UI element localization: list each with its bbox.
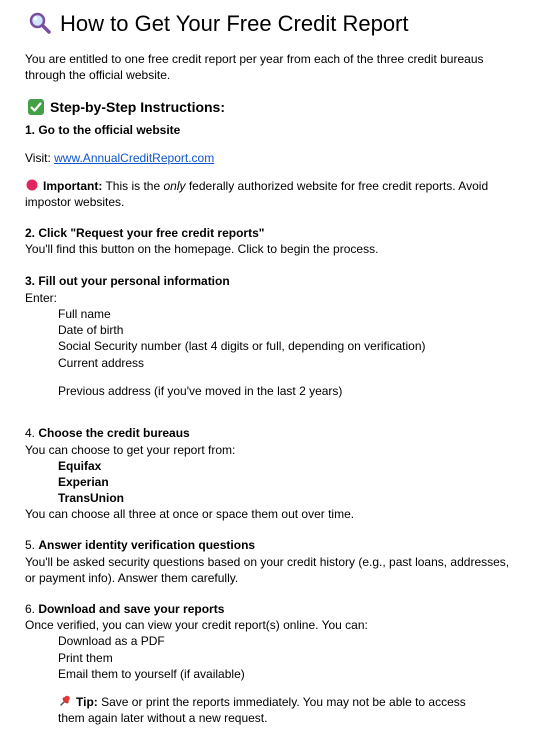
important-text-pre: This is the (105, 179, 161, 193)
instructions-heading-text: Step-by-Step Instructions: (50, 99, 226, 115)
step6-heading (25, 601, 224, 617)
official-website-link[interactable]: www.AnnualCreditReport.com (54, 151, 215, 165)
step6-number: 6. (25, 602, 36, 616)
step6-tip (58, 694, 466, 710)
list-item: Social Security number (last 4 digits or full, depending on verification) (58, 339, 426, 353)
important-label: Important: (43, 179, 103, 193)
step1-visit (25, 150, 214, 166)
instructions-heading (28, 99, 225, 115)
step4-number: 4. (25, 426, 36, 440)
step3-heading: 3. Fill out your personal information (25, 274, 230, 288)
bureau-item: Equifax (58, 459, 102, 473)
pushpin-icon (58, 694, 72, 708)
step5-heading (25, 537, 255, 553)
step5-number: 5. (25, 538, 36, 552)
step3-enter-label: Enter: (25, 291, 58, 305)
important-text-emphasis: only (163, 179, 186, 193)
list-item: Full name (58, 307, 111, 321)
intro-line-2: through the official website. (25, 68, 171, 82)
tip-label: Tip: (76, 695, 98, 709)
list-item: Download as a PDF (58, 634, 165, 648)
check-mark-icon (28, 99, 44, 115)
step4-note: You can choose all three at once or space them out over time. (25, 507, 355, 521)
step1-heading: 1. Go to the official website (25, 123, 181, 137)
bureau-item: Experian (58, 475, 109, 489)
intro-line-1: You are entitled to one free credit report per year from each of the three credit bureaus (25, 52, 484, 66)
list-item: Email them to yourself (if available) (58, 667, 245, 681)
step2-description: You'll find this button on the homepage. Click to begin the process. (25, 242, 379, 256)
step1-important-line2: impostor websites. (25, 195, 125, 209)
step1-important (25, 178, 488, 194)
step5-line-2: or payment info). Answer them carefully. (25, 571, 239, 585)
page-title (28, 11, 409, 37)
bureau-item: TransUnion (58, 491, 125, 505)
step2-heading: 2. Click "Request your free credit reports" (25, 226, 265, 240)
page-title-text: How to Get Your Free Credit Report (60, 11, 409, 36)
step6-intro: Once verified, you can view your credit report(s) online. You can: (25, 618, 368, 632)
list-item: Date of birth (58, 323, 124, 337)
step5-heading-text: Answer identity verification questions (38, 538, 256, 552)
red-circle-icon (25, 178, 39, 192)
list-item: Print them (58, 651, 113, 665)
visit-label: Visit: (25, 151, 51, 165)
step4-heading-text: Choose the credit bureaus (38, 426, 190, 440)
tip-text-line-2: them again later without a new request. (58, 711, 268, 725)
list-item: Previous address (if you've moved in the last 2 years) (58, 384, 343, 398)
tip-text-line-1: Save or print the reports immediately. You may not be able to access (101, 695, 466, 709)
important-text-post: federally authorized website for free credit reports. Avoid (188, 179, 489, 193)
step5-line-1: You'll be asked security questions based on your credit history (e.g., past loans, addresses, (25, 555, 510, 569)
list-item: Current address (58, 356, 145, 370)
step4-intro: You can choose to get your report from: (25, 443, 236, 457)
step4-heading (25, 425, 190, 441)
magnifying-glass-icon (28, 11, 52, 35)
step6-heading-text: Download and save your reports (38, 602, 225, 616)
